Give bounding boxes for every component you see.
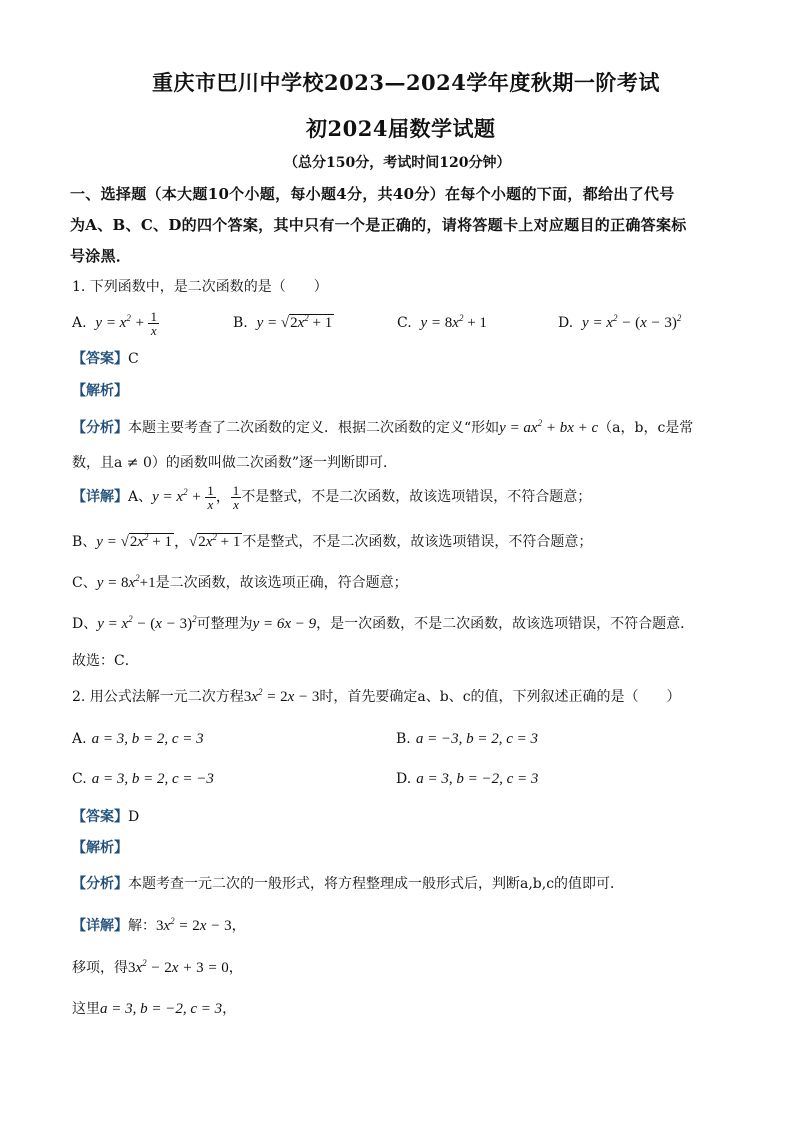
- q1-option-d-expr: $y = x^2 - (x - 3)^2$: [578, 313, 682, 331]
- q1-detail-c: C、$y = 8x^2+1$是二次函数，故该选项正确，符合题意；: [72, 573, 408, 591]
- exam-subtitle: 初2024届数学试题: [306, 116, 496, 141]
- q2-option-d: D. a = 3, b = −2, c = 3: [396, 771, 539, 787]
- q1-detail-a: 【详解】A、$y = x^2$ + $\frac{1}{x}$ ， $\frac{1}{x}$ 不是整式，不是二次函数，故该选项错误，不符合题意；: [72, 483, 592, 512]
- q1-option-a-expr: $y = x^2$ + $\frac{1}{x}$: [91, 309, 157, 338]
- q1-option-c-expr: $y = 8x^2 + 1$: [416, 313, 487, 331]
- section-heading-line-2: 为A、B、C、D的四个答案，其中只有一个是正确的，请将答题卡上对应题目的正确答案标: [70, 216, 687, 234]
- q1-option-b: [233, 312, 334, 332]
- q1-detail-a-expr: $y = x^2$ + $\frac{1}{x}$ ， $\frac{1}{x}$: [152, 483, 240, 512]
- q1-option-d-label: D.: [558, 315, 574, 331]
- q2-stem: 2. 用公式法解一元二次方程$3x^2 = 2x - 3$时，首先要确定a、b、c的值，下列叙述正确的是（ ）: [72, 687, 681, 705]
- q1-detail-d-expr: $y = x^2 - (x - 3)^2$: [97, 614, 197, 632]
- q1-option-c-label: C.: [397, 315, 412, 331]
- q2-step-1-eq: $3x^2 = 2x - 3$: [156, 916, 232, 934]
- q1-detail-d-formula: y = 6x − 9: [252, 616, 317, 632]
- q2-answer-tag: 【答案】: [72, 809, 128, 825]
- q2-step-3: 这里a = 3, b = −2, c = 3，: [72, 1001, 237, 1017]
- section-heading-line-3: 号涂黑．: [70, 247, 132, 265]
- q1-option-c: [397, 312, 487, 332]
- q1-conclusion: 故选：C．: [72, 653, 139, 669]
- q1-fenxi-tag: 【分析】: [72, 420, 128, 436]
- q2-answer-value: D: [128, 809, 140, 825]
- q1-fenxi-line-2: 数，且a ≠ 0）的函数叫做二次函数”逐一判断即可．: [72, 455, 398, 471]
- q2-answer: [72, 806, 139, 826]
- q2-step-2-eq: $3x^2 - 2x + 3 = 0$: [128, 958, 229, 976]
- section-heading-line-1: 一、选择题（本大题10个小题，每小题4分，共40分）在每个小题的下面，都给出了代号: [70, 185, 675, 203]
- q1-detail-b-expr: $y = √2x^2 + 1$ ，$√2x^2 + 1$: [96, 532, 241, 550]
- q2-option-a: A. a = 3, b = 2, c = 3: [72, 731, 204, 747]
- q2-stem-equation: $3x^2 = 2x - 3$: [243, 687, 320, 705]
- q2-fenxi-tag: 【分析】: [72, 876, 128, 892]
- exam-title: 重庆市巴川中学校2023—2024学年度秋期一阶考试: [152, 70, 660, 95]
- q1-option-a-label: A.: [72, 314, 87, 331]
- q1-answer-tag: 【答案】: [72, 351, 128, 367]
- q2-option-a-expr: a = 3, b = 2, c = 3: [91, 731, 204, 747]
- q2-option-b-expr: a = −3, b = 2, c = 3: [415, 731, 538, 747]
- q2-fenxi: 【分析】本题考查一元二次的一般形式，将方程整理成一般形式后，判断a,b,c的值即可．: [72, 876, 625, 892]
- q1-stem: 1. 下列函数中，是二次函数的是（ ）: [72, 279, 328, 295]
- q2-option-c-expr: a = 3, b = 2, c = −3: [91, 771, 214, 787]
- q2-step-2: 移项，得$3x^2 - 2x + 3 = 0$，: [72, 958, 243, 976]
- q2-xiangjie-tag: 【详解】: [72, 918, 128, 934]
- q2-option-d-expr: a = 3, b = −2, c = 3: [416, 771, 539, 787]
- q2-option-c: C. a = 3, b = 2, c = −3: [72, 771, 214, 787]
- exam-meta: （总分150分，考试时间120分钟）: [284, 155, 511, 171]
- q1-fenxi-line-1: 【分析】本题主要考查了二次函数的定义．根据二次函数的定义“形如$y = ax^2$ + bx + c（a，b，c是常: [72, 418, 694, 436]
- q1-option-a: [72, 310, 159, 337]
- q1-detail-c-expr: $y = 8x^2+1$: [96, 573, 156, 591]
- q1-answer: [72, 348, 139, 368]
- q2-step-3-eq: a = 3, b = −2, c = 3: [100, 1001, 223, 1017]
- q1-option-b-label: B.: [233, 315, 248, 331]
- q2-step-1: 【详解】解：$3x^2 = 2x - 3$，: [72, 916, 246, 934]
- q1-fenxi-formula: $y = ax^2$ + bx + c: [499, 418, 599, 436]
- q2-option-b: B. a = −3, b = 2, c = 3: [396, 731, 538, 747]
- q2-analysis-tag: 【解析】: [72, 840, 128, 856]
- q1-detail-d: D、$y = x^2 - (x - 3)^2$可整理为y = 6x − 9，是一次函数，不是二次函数，故该选项错误，不符合题意．: [72, 614, 695, 632]
- q1-option-b-expr: $y = √2x^2 + 1$: [252, 313, 333, 331]
- q1-xiangjie-tag: 【详解】: [72, 488, 128, 505]
- q1-answer-value: C: [128, 351, 139, 367]
- q1-option-d: [558, 312, 681, 332]
- q1-analysis-tag: 【解析】: [72, 383, 128, 399]
- q1-detail-b: B、$y = √2x^2 + 1$ ，$√2x^2 + 1$ 不是整式，不是二次函数，故该选项错误，不符合题意；: [72, 532, 593, 550]
